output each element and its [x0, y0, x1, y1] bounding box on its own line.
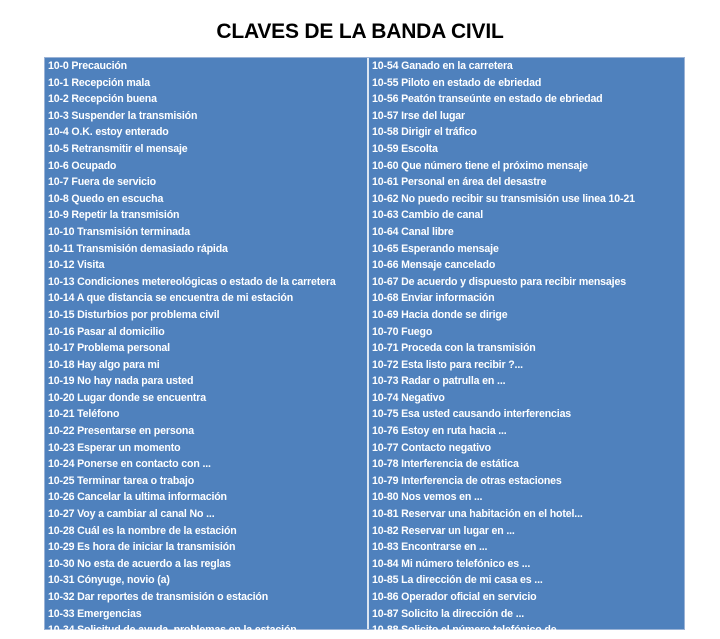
code-row: 10-0 Precaución — [48, 60, 128, 72]
code-row: 10-80 Nos vemos en ... — [372, 491, 483, 504]
code-row: 10-31 Cónyuge, novio (a) — [48, 574, 170, 587]
code-row: 10-54 Ganado en la carretera — [372, 60, 513, 72]
code-row: 10-76 Estoy en ruta hacia ... — [372, 425, 507, 438]
codes-table — [44, 57, 685, 637]
code-row: 10-88 Solicito el número telefónico de ... — [372, 624, 568, 637]
code-row: 10-85 La dirección de mi casa es ... — [372, 574, 543, 587]
page-title: CLAVES DE LA BANDA CIVIL — [216, 20, 504, 43]
code-row: 10-57 Irse del lugar — [372, 109, 465, 122]
code-row: 10-28 Cuál es la nombre de la estación — [48, 524, 237, 537]
code-row: 10-83 Encontrarse en ... — [372, 541, 488, 554]
code-row: 10-63 Cambio de canal — [372, 209, 484, 222]
code-row: 10-25 Terminar tarea o trabajo — [48, 474, 195, 487]
code-row: 10-34 Solicitud de ayuda, problemas en la estación — [48, 624, 297, 637]
code-row: 10-67 De acuerdo y dispuesto para recibir mensajes — [372, 275, 626, 288]
code-row: 10-9 Repetir la transmisión — [48, 209, 180, 222]
code-row: 10-32 Dar reportes de transmisión o estación — [48, 591, 269, 603]
codes-column-right — [369, 58, 684, 637]
code-row: 10-59 Escolta — [372, 142, 438, 155]
code-row: 10-14 A que distancia se encuentra de mi estación — [48, 292, 294, 305]
code-row: 10-81 Reservar una habitación en el hotel... — [372, 508, 583, 521]
code-row: 10-86 Operador oficial en servicio — [372, 591, 537, 603]
code-row: 10-7 Fuera de servicio — [48, 176, 156, 189]
code-row: 10-26 Cancelar la ultima información — [48, 491, 227, 504]
code-row: 10-70 Fuego — [372, 325, 433, 338]
code-row: 10-19 No hay nada para usted — [48, 375, 194, 388]
code-row: 10-79 Interferencia de otras estaciones — [372, 474, 562, 487]
code-row: 10-55 Piloto en estado de ebriedad — [372, 76, 542, 89]
code-row: 10-5 Retransmitir el mensaje — [48, 142, 188, 155]
code-row: 10-30 No esta de acuerdo a las reglas — [48, 557, 231, 570]
code-row: 10-18 Hay algo para mi — [48, 358, 160, 371]
code-row: 10-65 Esperando mensaje — [372, 242, 499, 255]
code-row: 10-64 Canal libre — [372, 225, 454, 238]
code-row: 10-8 Quedo en escucha — [48, 192, 164, 205]
code-row: 10-3 Suspender la transmisión — [48, 109, 198, 122]
code-row: 10-84 Mi número telefónico es ... — [372, 557, 531, 570]
code-row: 10-87 Solicito la dirección de ... — [372, 607, 525, 620]
code-row: 10-78 Interferencia de estática — [372, 458, 519, 471]
code-row: 10-60 Que número tiene el próximo mensaje — [372, 159, 588, 172]
code-row: 10-24 Ponerse en contacto con ... — [48, 458, 211, 471]
code-row: 10-15 Disturbios por problema civil — [48, 308, 220, 321]
codes-column-left — [45, 58, 369, 637]
code-row: 10-4 O.K. estoy enterado — [48, 126, 169, 139]
code-row: 10-58 Dirigir el tráfico — [372, 126, 477, 139]
code-row: 10-71 Proceda con la transmisión — [372, 342, 536, 355]
code-row: 10-69 Hacia donde se dirige — [372, 308, 508, 321]
code-row: 10-20 Lugar donde se encuentra — [48, 391, 206, 404]
code-row: 10-56 Peatón transeúnte en estado de ebriedad — [372, 93, 603, 106]
code-row: 10-23 Esperar un momento — [48, 441, 181, 454]
code-row: 10-2 Recepción buena — [48, 93, 157, 106]
code-row: 10-66 Mensaje cancelado — [372, 259, 496, 272]
code-row: 10-62 No puedo recibir su transmisión use linea 10-21 — [372, 192, 635, 205]
code-row: 10-61 Personal en área del desastre — [372, 176, 547, 189]
code-row: 10-22 Presentarse en persona — [48, 425, 194, 438]
code-row: 10-29 Es hora de iniciar la transmisión — [48, 541, 236, 554]
code-row: 10-77 Contacto negativo — [372, 441, 491, 454]
code-row: 10-68 Enviar información — [372, 292, 495, 305]
code-row: 10-13 Condiciones metereológicas o estado de la carretera — [48, 275, 336, 288]
code-row: 10-12 Visita — [48, 259, 105, 272]
code-row: 10-17 Problema personal — [48, 342, 170, 355]
code-row: 10-72 Esta listo para recibir ?... — [372, 358, 523, 371]
code-row: 10-6 Ocupado — [48, 159, 117, 172]
code-row: 10-73 Radar o patrulla en ... — [372, 375, 506, 388]
code-row: 10-16 Pasar al domicilio — [48, 325, 165, 338]
code-row: 10-33 Emergencias — [48, 607, 142, 620]
code-row: 10-1 Recepción mala — [48, 76, 150, 89]
code-row: 10-75 Esa usted causando interferencias — [372, 408, 572, 421]
code-row: 10-10 Transmisión terminada — [48, 225, 190, 238]
code-row: 10-82 Reservar un lugar en ... — [372, 524, 515, 537]
code-row: 10-11 Transmisión demasiado rápida — [48, 242, 228, 255]
code-row: 10-21 Teléfono — [48, 408, 120, 421]
code-row: 10-27 Voy a cambiar al canal No ... — [48, 508, 215, 521]
code-row: 10-74 Negativo — [372, 391, 445, 404]
